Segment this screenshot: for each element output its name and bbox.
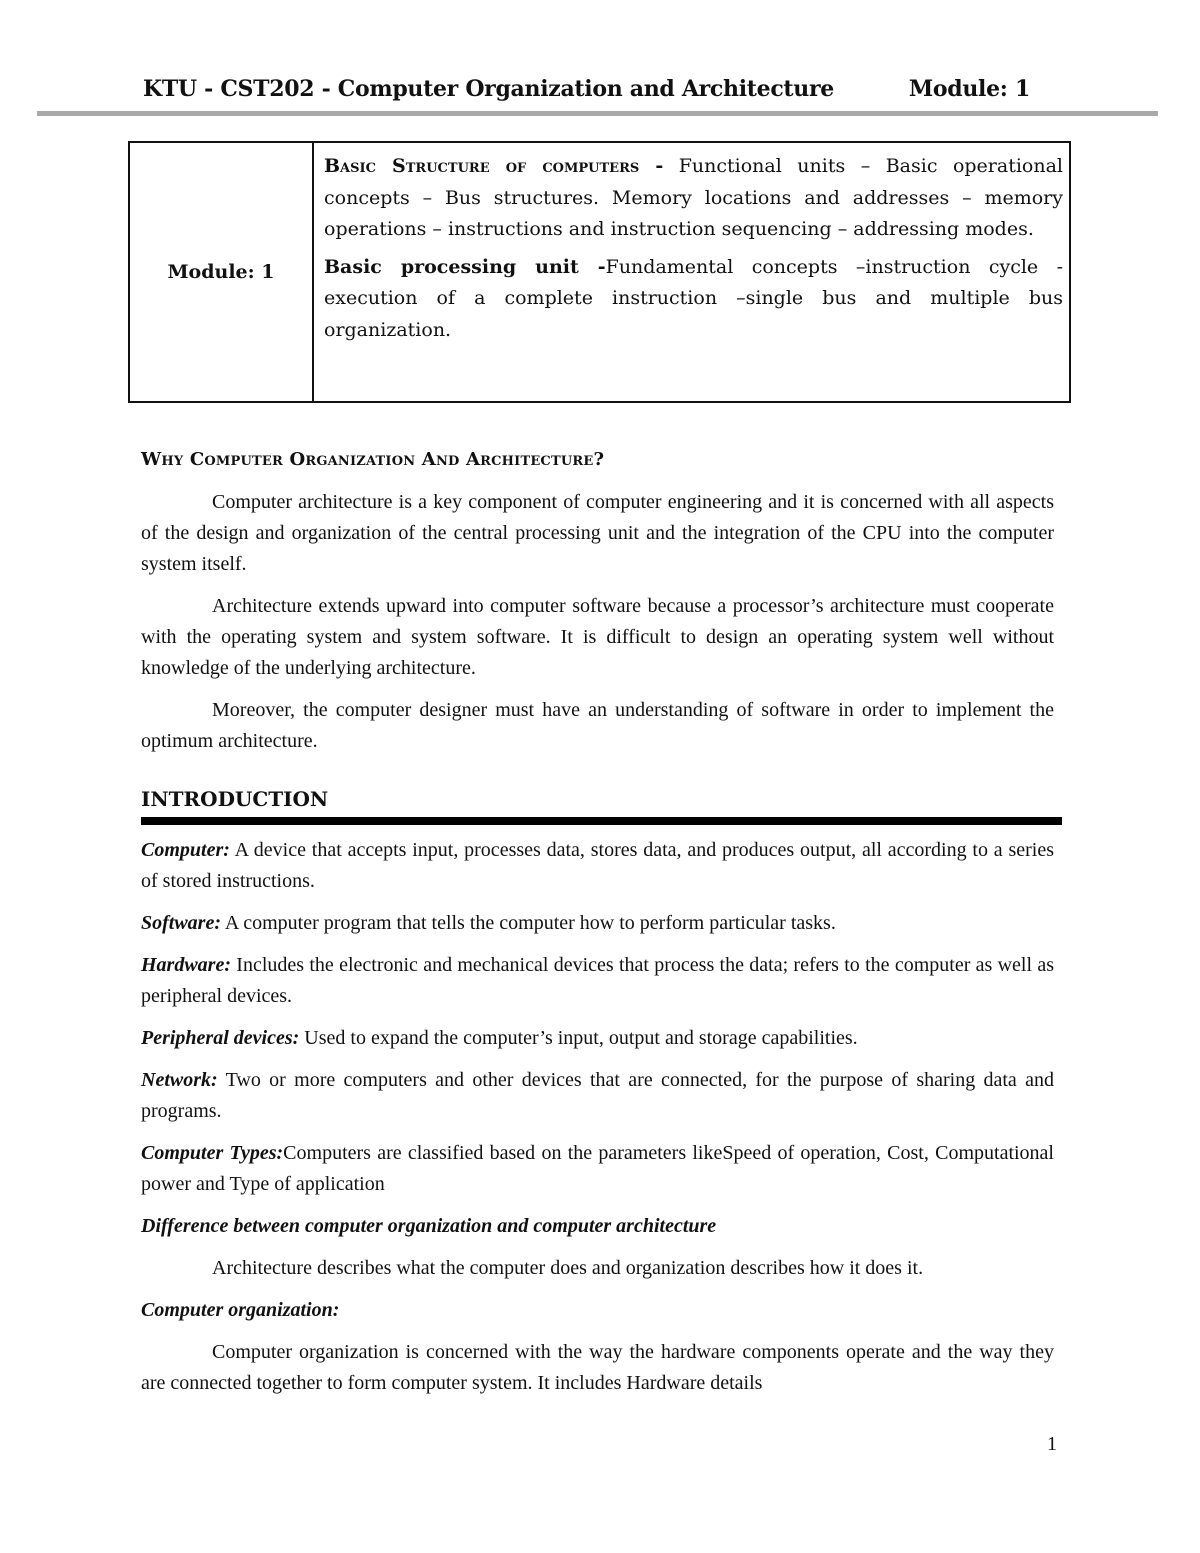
definition-peripheral xyxy=(141,1023,1054,1054)
definition-computer xyxy=(141,835,1054,897)
topic-1-heading: Basic Structure of computers - xyxy=(324,155,664,177)
organization-heading: Computer organization: xyxy=(141,1299,340,1321)
definition-text: A device that accepts input, processes data, stores data, and produces output, all according to a series of stored instructions. xyxy=(141,839,1054,892)
definition-text: Used to expand the computer’s input, output and storage capabilities. xyxy=(299,1027,858,1049)
topic-2-heading: Basic processing unit - xyxy=(324,255,606,278)
module-table xyxy=(128,141,1071,403)
difference-text: Architecture describes what the computer does and organization describes how it does it. xyxy=(212,1257,924,1279)
syllabus-topic-2 xyxy=(324,252,1063,347)
definition-network xyxy=(141,1065,1054,1127)
definition-term: Computer Types: xyxy=(141,1142,284,1164)
page-number: 1 xyxy=(1047,1433,1057,1455)
page-header xyxy=(143,76,1030,102)
definition-term: Network: xyxy=(141,1069,218,1091)
definition-text: Two or more computers and other devices that are connected, for the purpose of sharing data and programs. xyxy=(141,1069,1054,1122)
why-paragraph: Computer architecture is a key component of computer engineering and it is concerned with all aspects of the design and organization of the central processing unit and the integration of the CPU into the computer system itself. xyxy=(141,491,1054,575)
definition-text: Computers are classified based on the parameters likeSpeed of operation, Cost, Computational power and Type of application xyxy=(141,1142,1054,1195)
why-paragraph: Moreover, the computer designer must have an understanding of software in order to implement the optimum architecture. xyxy=(141,699,1054,752)
difference-heading: Difference between computer organization and computer architecture xyxy=(141,1215,717,1237)
definition-text: A computer program that tells the computer how to perform particular tasks. xyxy=(221,912,836,934)
introduction-title: INTRODUCTION xyxy=(141,787,329,811)
topic-1-text: Functional units – Basic operational concepts – Bus structures. Memory locations and addresses – memory operations – instructions and instruction sequencing – addressing modes. xyxy=(324,155,1063,240)
organization-text: Computer organization is concerned with the way the hardware components operate and the way they are connected together to form computer system. It includes Hardware details xyxy=(141,1341,1054,1394)
definition-term: Peripheral devices: xyxy=(141,1027,300,1049)
topic-2-text: Fundamental concepts –instruction cycle - execution of a complete instruction –single bus and multiple bus organization. xyxy=(324,255,1063,341)
header-title: KTU - CST202 - Computer Organization and Architecture xyxy=(143,76,834,102)
header-module: Module: 1 xyxy=(908,76,1030,102)
module-label: Module: 1 xyxy=(130,143,314,401)
definition-term: Software: xyxy=(141,912,221,934)
introduction-rule xyxy=(141,817,1062,825)
definition-term: Hardware: xyxy=(141,954,231,976)
header-rule xyxy=(37,111,1158,116)
module-syllabus xyxy=(314,143,1069,401)
definition-hardware xyxy=(141,950,1054,1012)
definition-text: Includes the electronic and mechanical devices that process the data; refers to the computer as well as peripheral devices. xyxy=(141,954,1054,1007)
introduction-body xyxy=(141,835,1054,1410)
definition-software xyxy=(141,908,1054,939)
why-paragraph: Architecture extends upward into computer software because a processor’s architecture must cooperate with the operating system and system software. It is difficult to design an operating system well without knowledge of the underlying architecture. xyxy=(141,595,1054,679)
definition-computer-types xyxy=(141,1138,1054,1200)
why-section-title: Why Computer Organization And Architecture? xyxy=(141,449,605,470)
definition-term: Computer: xyxy=(141,839,230,861)
syllabus-topic-1 xyxy=(324,151,1063,246)
why-section-body xyxy=(141,487,1054,768)
